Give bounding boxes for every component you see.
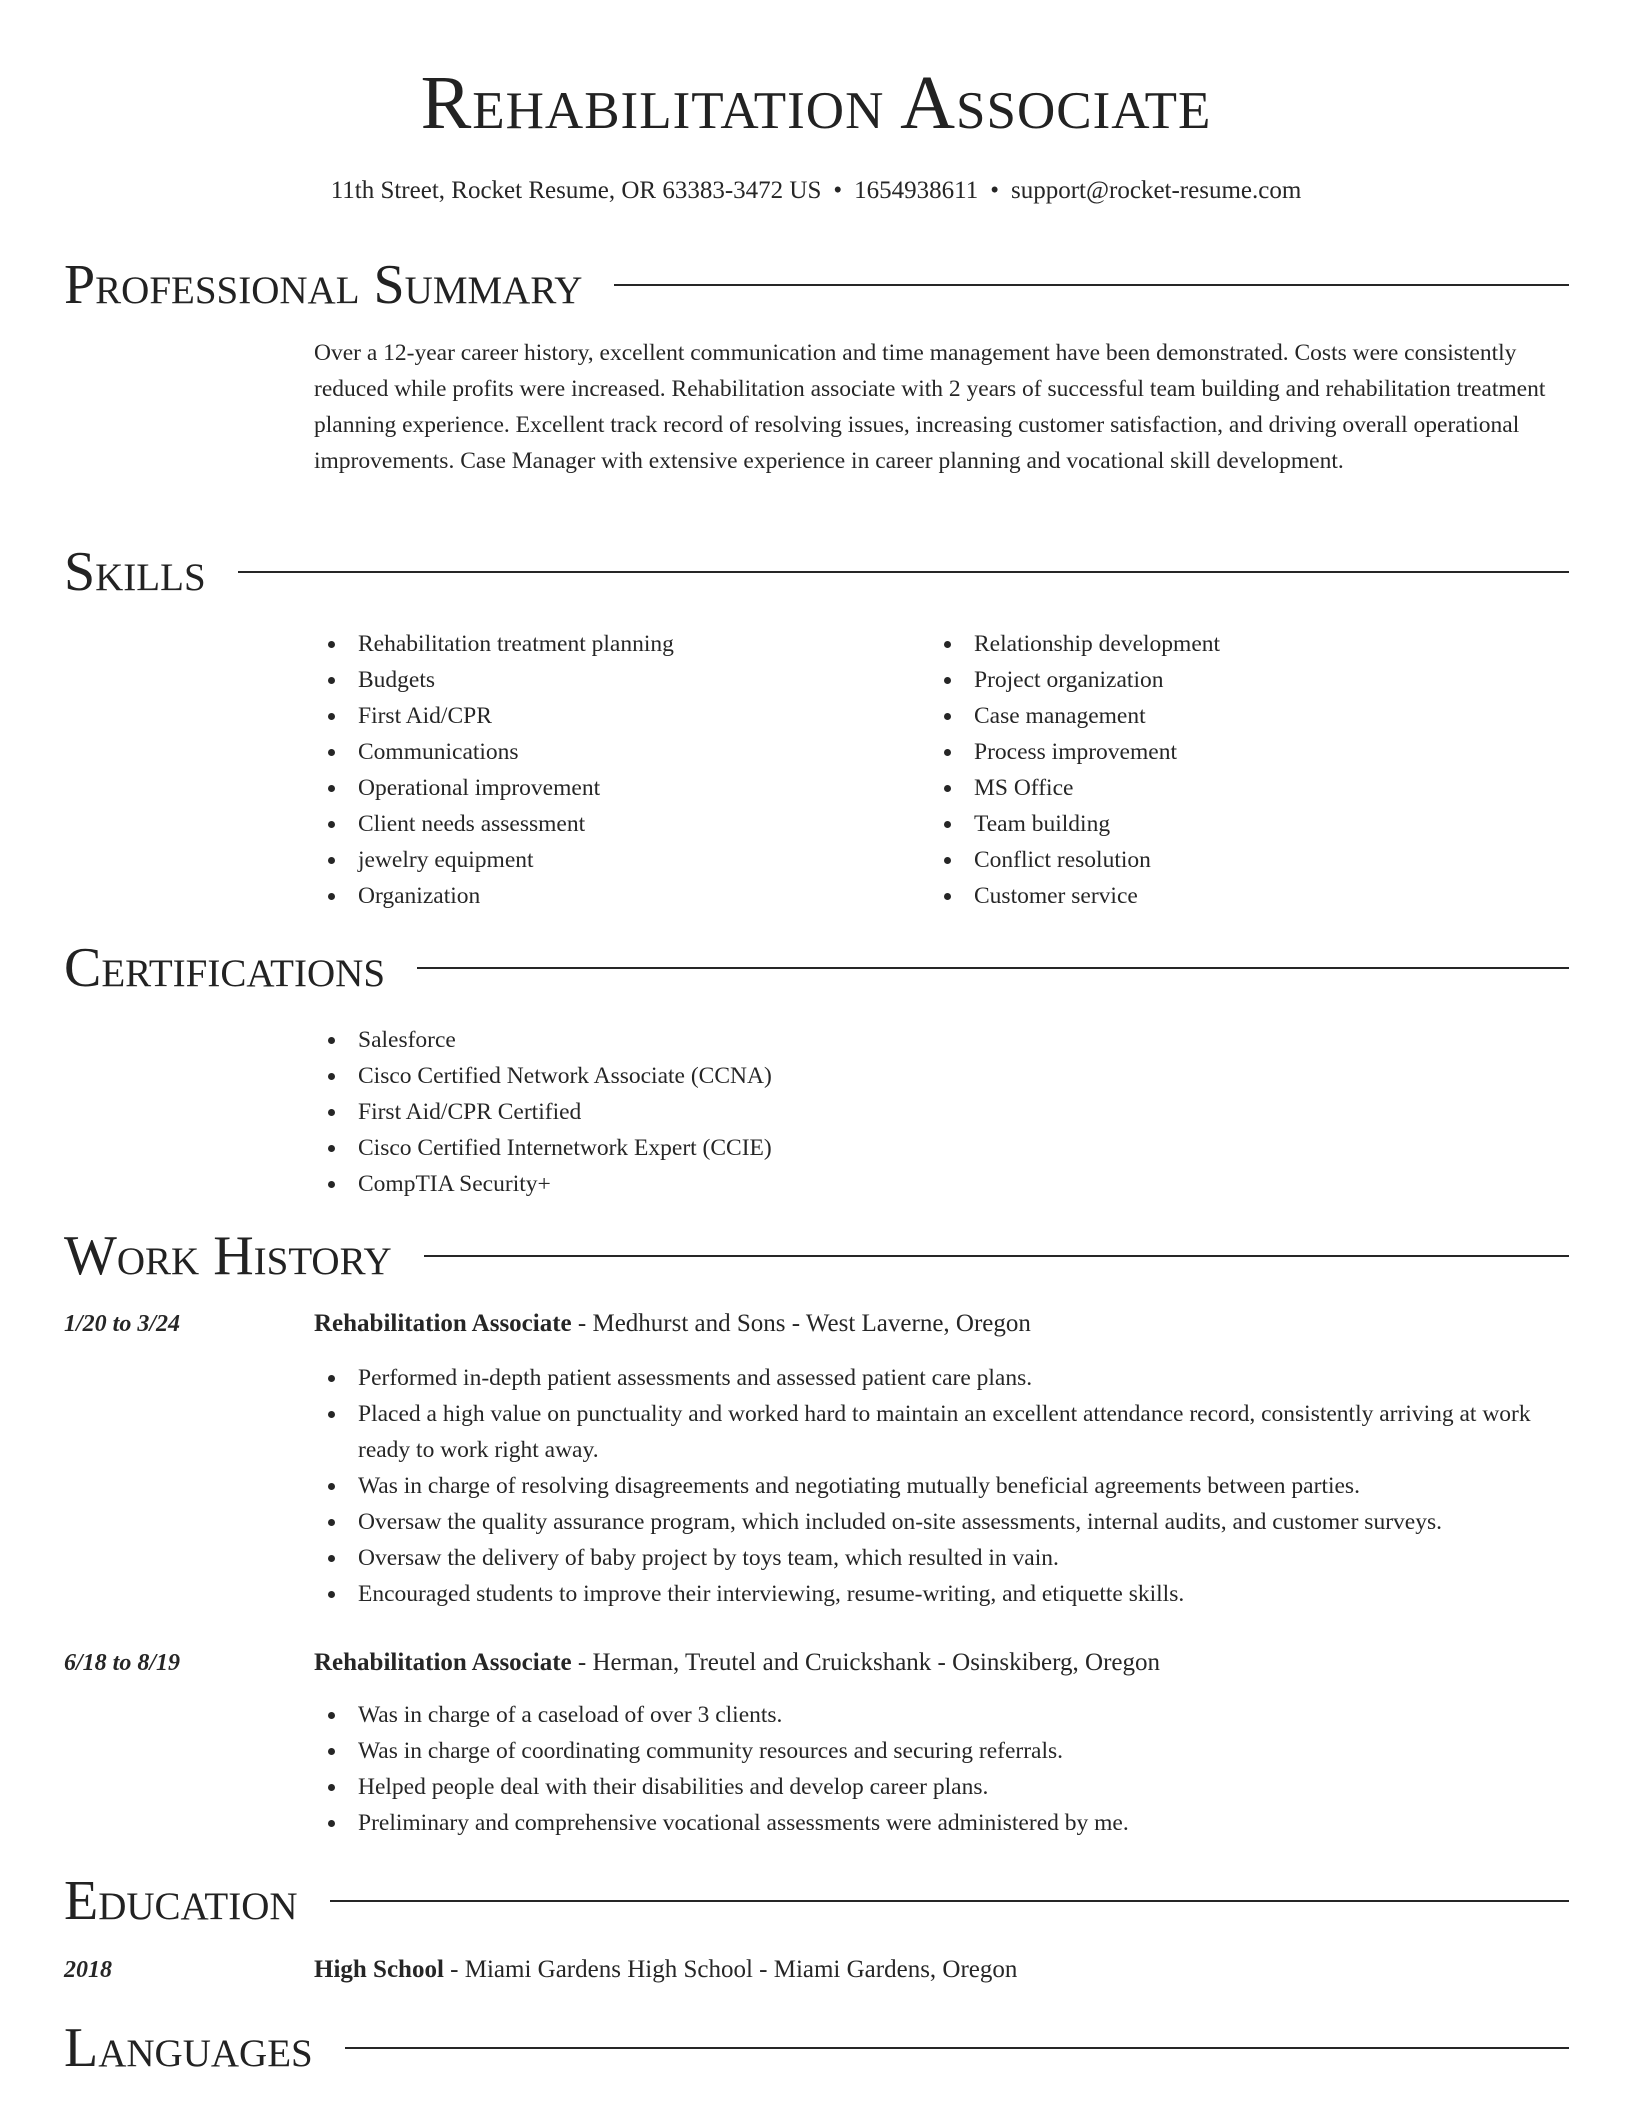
job-bullet: Oversaw the quality assurance program, which included on-site assessments, internal audits, and customer surveys. <box>314 1504 1568 1540</box>
skill-item: Case management <box>930 698 1546 734</box>
skill-item: Budgets <box>314 662 930 698</box>
education-year: 2018 <box>64 1957 112 1983</box>
job-bullet: Was in charge of resolving disagreements and negotiating mutually beneficial agreements between parties. <box>314 1468 1568 1504</box>
job-bullet: Was in charge of a caseload of over 3 clients. <box>314 1697 1568 1733</box>
candidate-name: Rehabilitation Associate <box>420 61 1212 145</box>
certification-item: Cisco Certified Network Associate (CCNA) <box>314 1058 1568 1094</box>
job-role: Rehabilitation Associate <box>314 1310 572 1337</box>
skill-item: Conflict resolution <box>930 842 1546 878</box>
contact-separator: • <box>990 177 999 204</box>
education-school: - Miami Gardens High School - Miami Gardens, Oregon <box>443 1956 1018 1983</box>
certifications-section-header <box>64 936 1569 1000</box>
skill-item: Rehabilitation treatment planning <box>314 626 930 662</box>
contact-address: 11th Street, Rocket Resume, OR 63383-3472 US <box>330 177 822 204</box>
skill-item: jewelry equipment <box>314 842 930 878</box>
job-bullets <box>314 1697 1568 1841</box>
skills-column-left <box>314 626 930 914</box>
job-bullet: Encouraged students to improve their interviewing, resume-writing, and etiquette skills. <box>314 1576 1568 1612</box>
skill-item: Relationship development <box>930 626 1546 662</box>
section-title: Languages <box>64 2017 313 2079</box>
job-bullet: Oversaw the delivery of baby project by toys team, which resulted in vain. <box>314 1540 1568 1576</box>
languages-section-header <box>64 2016 1569 2080</box>
job-title-line <box>314 1645 1568 1681</box>
education-degree: High School <box>314 1956 444 1983</box>
job-dates: 6/18 to 8/19 <box>64 1650 181 1676</box>
certification-item: Cisco Certified Internetwork Expert (CCIE) <box>314 1130 1568 1166</box>
job-role: Rehabilitation Associate <box>314 1649 572 1676</box>
contact-line <box>0 174 1632 208</box>
section-divider <box>330 1900 1569 1902</box>
skill-item: Project organization <box>930 662 1546 698</box>
certification-item: CompTIA Security+ <box>314 1166 1568 1202</box>
skill-item: Process improvement <box>930 734 1546 770</box>
skill-item: Communications <box>314 734 930 770</box>
summary-text: Over a 12-year career history, excellent communication and time management have been demonstrated. Costs were consistently reduced while profits were increased. Rehabilitation associate with 2 years of successful team building and rehabilitation treatment planning experience. Excellent track record of resolving issues, increasing customer satisfaction, and driving overall operational improvements. Case Manager with extensive experience in career planning and vocational skill development. <box>314 340 1546 474</box>
section-divider <box>345 2047 1569 2049</box>
education-section-header <box>64 1869 1569 1933</box>
contact-email[interactable]: support@rocket-resume.com <box>1011 177 1302 204</box>
section-title: Certifications <box>64 937 386 999</box>
certification-item: Salesforce <box>314 1022 1568 1058</box>
skill-item: Organization <box>314 878 930 914</box>
section-title: Work History <box>64 1225 392 1287</box>
certification-item: First Aid/CPR Certified <box>314 1094 1568 1130</box>
certifications-list <box>314 1022 1568 1202</box>
job-bullet: Preliminary and comprehensive vocational assessments were administered by me. <box>314 1805 1568 1841</box>
skill-item: Customer service <box>930 878 1546 914</box>
skill-item: Operational improvement <box>314 770 930 806</box>
job-bullet: Was in charge of coordinating community resources and securing referrals. <box>314 1733 1568 1769</box>
contact-phone: 1654938611 <box>854 177 979 204</box>
job-employer: - Medhurst and Sons - West Laverne, Oregon <box>571 1310 1031 1337</box>
skill-item: First Aid/CPR <box>314 698 930 734</box>
section-title: Skills <box>64 541 206 603</box>
work-history-section-header <box>64 1224 1569 1288</box>
job-bullet: Placed a high value on punctuality and worked hard to maintain an excellent attendance record, consistently arriving at work ready to work right away. <box>314 1396 1568 1468</box>
job-bullet: Helped people deal with their disabilities and develop career plans. <box>314 1769 1568 1805</box>
section-divider <box>417 967 1569 969</box>
section-divider <box>614 284 1569 286</box>
job-title-line <box>314 1306 1568 1342</box>
job-employer: - Herman, Treutel and Cruickshank - Osinskiberg, Oregon <box>571 1649 1160 1676</box>
skill-item: Client needs assessment <box>314 806 930 842</box>
section-title: Education <box>64 1870 298 1932</box>
skill-item: MS Office <box>930 770 1546 806</box>
section-divider <box>238 571 1569 573</box>
education-title-line <box>314 1952 1568 1988</box>
skills-list <box>314 626 1568 914</box>
job-dates: 1/20 to 3/24 <box>64 1311 181 1337</box>
section-title: Professional Summary <box>64 254 583 316</box>
contact-separator: • <box>833 177 843 204</box>
summary-section-header <box>64 253 1569 317</box>
job-bullet: Performed in-depth patient assessments and assessed patient care plans. <box>314 1360 1568 1396</box>
section-divider <box>424 1255 1569 1257</box>
skills-column-right <box>930 626 1546 914</box>
job-bullets <box>314 1360 1568 1612</box>
skill-item: Team building <box>930 806 1546 842</box>
skills-section-header <box>64 540 1569 604</box>
